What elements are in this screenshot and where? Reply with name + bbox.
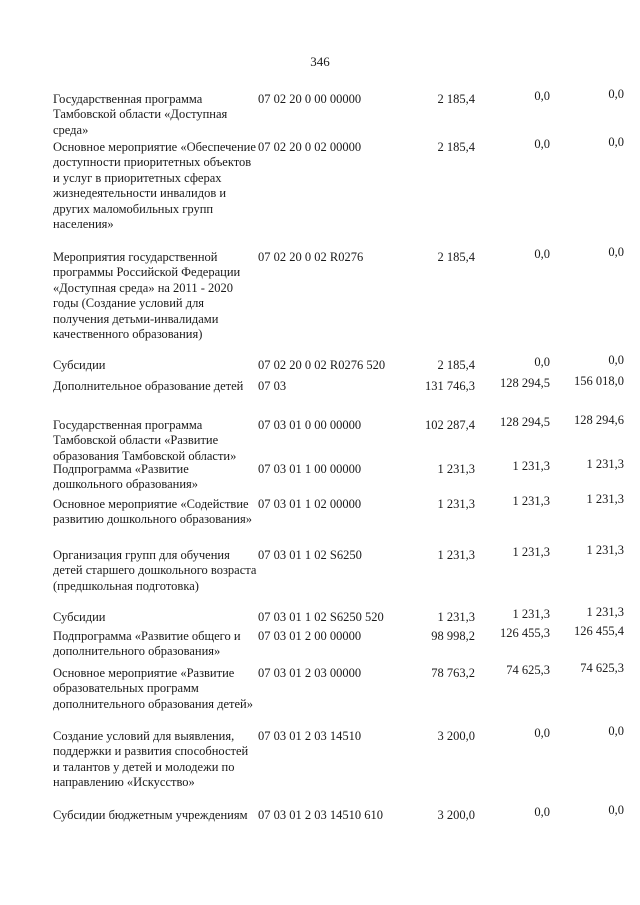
row-value-3: 0,0 (608, 87, 624, 101)
row-value-2: 1 231,3 (512, 494, 550, 508)
row-code: 07 03 01 1 02 S6250 520 (258, 610, 384, 624)
row-name: Мероприятия государственной программы Российской Федерации «Доступная среда» на 2011 - 2020 годы (Создание условий для получения детьми-инвалидами качественного образования) (53, 250, 241, 342)
row-value-3: 0,0 (608, 245, 624, 259)
row-code: 07 02 20 0 02 00000 (258, 140, 362, 154)
row-value-3: 1 231,3 (586, 457, 624, 471)
row-value-1: 2 185,4 (437, 92, 475, 106)
row-code: 07 02 20 0 00 00000 (258, 92, 362, 106)
row-value-2: 128 294,5 (500, 415, 550, 429)
row-code: 07 03 01 2 03 14510 (258, 729, 362, 743)
row-value-2: 0,0 (534, 726, 550, 740)
row-code: 07 03 01 2 00 00000 (258, 629, 362, 643)
page-number: 346 (310, 54, 330, 69)
row-code: 07 03 (258, 379, 287, 393)
row-name: Субсидии бюджетным учреждениям (53, 808, 248, 822)
row-name: Организация групп для обучения детей старшего дошкольного возраста (предшкольная подготовка) (53, 548, 257, 593)
row-code: 07 03 01 1 02 S6250 (258, 548, 362, 562)
row-value-3: 126 455,4 (574, 624, 624, 638)
row-value-2: 128 294,5 (500, 376, 550, 390)
row-name: Основное мероприятие «Развитие образовательных программ дополнительного образования детей» (53, 666, 253, 711)
row-value-2: 1 231,3 (512, 459, 550, 473)
row-name: Государственная программа Тамбовской области «Доступная среда» (53, 92, 228, 137)
row-value-1: 98 998,2 (431, 629, 475, 643)
row-value-1: 1 231,3 (437, 462, 475, 476)
row-name: Основное мероприятие «Обеспечение доступности приоритетных объектов и услуг в приоритетных сферах жизнедеятельности инвалидов и других маломобильных групп населения» (53, 140, 256, 232)
row-value-2: 0,0 (534, 805, 550, 819)
row-code: 07 03 01 0 00 00000 (258, 418, 362, 432)
row-code: 07 03 01 2 03 00000 (258, 666, 362, 680)
row-name: Создание условий для выявления, поддержки и развития способностей и талантов у детей и молодежи по направлению «Искусство» (53, 729, 249, 790)
row-value-1: 3 200,0 (437, 729, 475, 743)
row-name: Субсидии (53, 610, 106, 624)
row-name: Подпрограмма «Развитие общего и дополнительного образования» (53, 629, 241, 659)
row-value-2: 0,0 (534, 137, 550, 151)
row-value-1: 131 746,3 (425, 379, 475, 393)
row-value-3: 156 018,0 (574, 374, 624, 388)
row-value-3: 74 625,3 (580, 661, 624, 675)
row-value-2: 0,0 (534, 89, 550, 103)
row-value-3: 1 231,3 (586, 492, 624, 506)
row-code: 07 02 20 0 02 R0276 (258, 250, 364, 264)
row-value-1: 1 231,3 (437, 610, 475, 624)
row-value-2: 74 625,3 (506, 663, 550, 677)
row-value-2: 1 231,3 (512, 607, 550, 621)
row-value-3: 0,0 (608, 353, 624, 367)
row-code: 07 03 01 1 00 00000 (258, 462, 362, 476)
row-value-1: 2 185,4 (437, 250, 475, 264)
row-value-3: 0,0 (608, 135, 624, 149)
row-value-3: 0,0 (608, 803, 624, 817)
row-value-2: 0,0 (534, 355, 550, 369)
row-code: 07 02 20 0 02 R0276 520 (258, 358, 386, 372)
row-value-1: 1 231,3 (437, 497, 475, 511)
row-value-1: 3 200,0 (437, 808, 475, 822)
row-name: Подпрограмма «Развитие дошкольного образования» (53, 462, 199, 492)
row-value-1: 78 763,2 (431, 666, 475, 680)
row-value-3: 1 231,3 (586, 605, 624, 619)
row-value-2: 0,0 (534, 247, 550, 261)
row-name: Дополнительное образование детей (53, 379, 244, 393)
row-code: 07 03 01 1 02 00000 (258, 497, 362, 511)
row-value-1: 2 185,4 (437, 140, 475, 154)
row-name: Субсидии (53, 358, 106, 372)
row-value-3: 0,0 (608, 724, 624, 738)
row-value-2: 1 231,3 (512, 545, 550, 559)
row-code: 07 03 01 2 03 14510 610 (258, 808, 383, 822)
row-value-1: 102 287,4 (425, 418, 475, 432)
row-value-3: 128 294,6 (574, 413, 624, 427)
row-value-3: 1 231,3 (586, 543, 624, 557)
row-value-2: 126 455,3 (500, 626, 550, 640)
row-name: Основное мероприятие «Содействие развитию дошкольного образования» (53, 497, 252, 527)
row-name: Государственная программа Тамбовской области «Развитие образования Тамбовской области» (53, 418, 237, 463)
row-value-1: 2 185,4 (437, 358, 475, 372)
row-value-1: 1 231,3 (437, 548, 475, 562)
